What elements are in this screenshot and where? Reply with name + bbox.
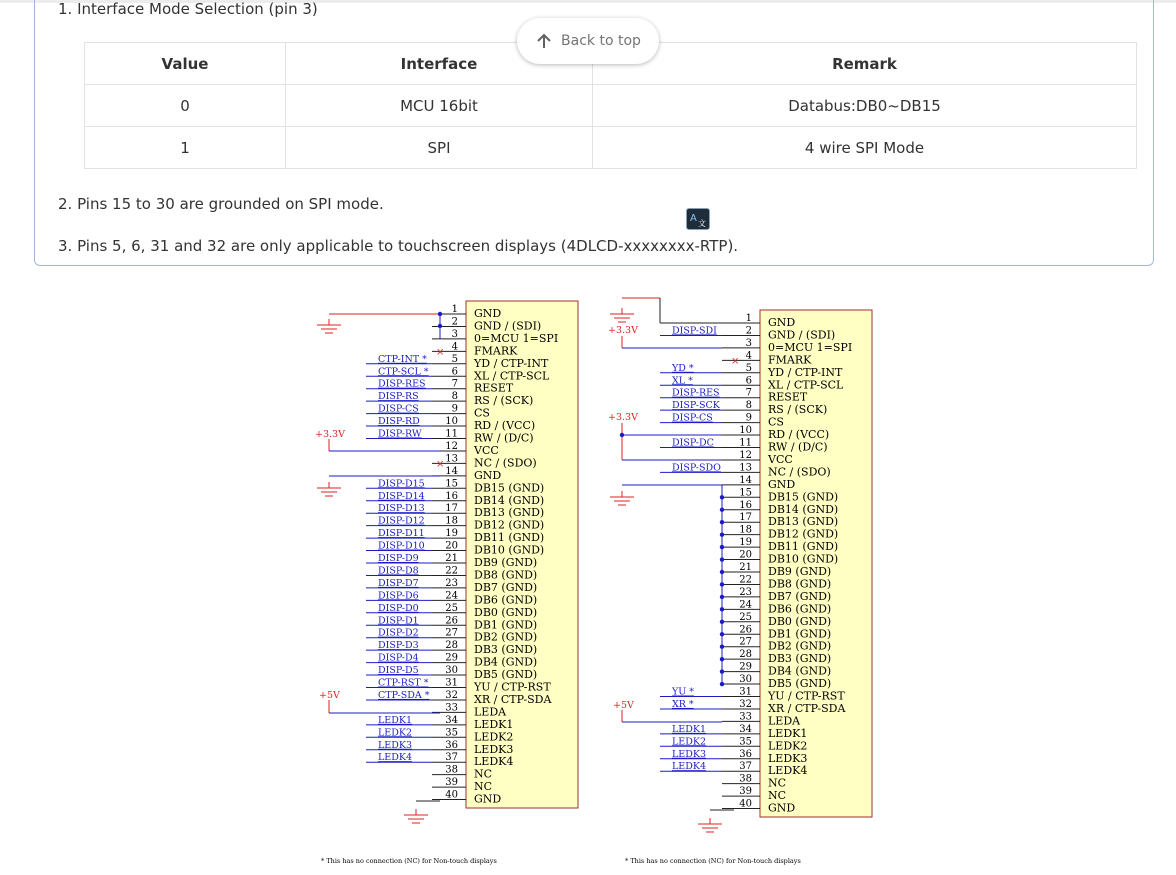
right-junction-dot: [720, 582, 724, 586]
left-net-label: DISP-RD: [378, 416, 420, 428]
right-net-label: DISP-DC: [672, 437, 714, 449]
left-nc-marker: ×: [436, 347, 445, 358]
right-net-label: YU *: [672, 686, 695, 698]
left-pin-number: 37: [445, 752, 458, 764]
left-pin-number: 25: [445, 602, 458, 614]
left-net-label: DISP-D8: [378, 565, 419, 577]
right-junction-dot: [720, 557, 724, 561]
left-pin-number: 16: [445, 490, 458, 502]
right-pin-number: 17: [739, 512, 752, 524]
left-pin-name: XL / CTP-SCL: [474, 369, 550, 383]
right-pin-name: LEDK3: [768, 751, 808, 765]
left-net-label: DISP-D9: [378, 553, 419, 564]
left-pin-number: 38: [445, 764, 458, 776]
left-pin-number: 2: [451, 316, 458, 328]
left-pin-name: LEDA: [474, 705, 507, 719]
left-pin-number: 1: [451, 304, 458, 315]
left-pin-name: DB10 (GND): [474, 543, 545, 557]
right-junction-dot: [620, 433, 624, 437]
left-pin-number: 5: [451, 353, 458, 365]
right-pin-name: DB7 (GND): [768, 589, 832, 603]
right-pin-number: 32: [739, 698, 752, 710]
left-pin-name: DB12 (GND): [474, 518, 545, 532]
left-pin-name: YU / CTP-RST: [474, 680, 551, 694]
right-junction-dot: [720, 570, 724, 574]
left-pin-name: NC / (SDO): [474, 456, 537, 470]
right-power-label: +5V: [613, 700, 634, 711]
right-pin-number: 24: [739, 599, 752, 611]
left-pin-number: 3: [451, 328, 458, 340]
right-pin-name: XL / CTP-SCL: [768, 378, 844, 392]
right-net-label: LEDK2: [672, 736, 707, 748]
left-pin-name: GND: [474, 468, 502, 482]
left-power-label: +5V: [319, 690, 340, 701]
right-junction-dot: [720, 607, 724, 611]
right-pin-name: DB3 (GND): [768, 652, 832, 666]
table-row: [85, 127, 1137, 169]
left-net-label: LEDK3: [378, 739, 413, 751]
left-pin-name: NC: [474, 780, 493, 794]
right-pin-name: DB12 (GND): [768, 527, 839, 541]
right-net-label: DISP-SDI: [672, 325, 717, 337]
right-net-label: YD *: [672, 362, 694, 374]
arrow-up-icon: [535, 32, 553, 50]
right-junction-dot: [720, 595, 724, 599]
right-pin-number: 30: [739, 674, 752, 686]
left-pin-name: FMARK: [474, 344, 518, 358]
left-pin-name: XR / CTP-SDA: [474, 692, 552, 706]
left-pin-name: DB8 (GND): [474, 568, 538, 582]
right-net-label: DISP-CS: [672, 412, 713, 424]
left-net-label: DISP-D12: [378, 515, 425, 527]
right-pin-number: 5: [745, 362, 752, 374]
right-pin-number: 39: [739, 786, 752, 798]
right-pin-name: NC / (SDO): [768, 465, 831, 479]
pinout-schematics: [0, 270, 1176, 875]
left-pin-name: LEDK2: [474, 730, 514, 744]
right-pin-number: 16: [739, 499, 752, 511]
col-header-value: Value: [85, 43, 286, 85]
left-pin-number: 11: [445, 428, 458, 440]
right-pin-name: DB0 (GND): [768, 614, 832, 628]
right-pin-number: 34: [739, 723, 752, 735]
left-pin-number: 35: [445, 727, 458, 739]
right-pin-name: DB9 (GND): [768, 565, 832, 578]
left-footnote: * This has no connection (NC) for Non-touch displays: [321, 857, 497, 865]
left-junction-dot: [438, 312, 442, 316]
left-net-label: DISP-D5: [378, 665, 419, 677]
left-pin-number: 13: [445, 453, 458, 465]
right-pin-name: YU / CTP-RST: [768, 689, 845, 703]
right-pin-number: 25: [739, 611, 752, 623]
cell-remark: Databus:DB0~DB15: [593, 85, 1137, 127]
left-pin-name: DB0 (GND): [474, 605, 538, 619]
left-pin-number: 6: [451, 366, 458, 378]
right-pin-name: RD / (VCC): [768, 428, 830, 442]
right-pin-name: CS: [768, 415, 784, 429]
right-pin-number: 9: [745, 412, 752, 424]
left-pin-name: GND: [474, 792, 502, 806]
right-pin-name: DB2 (GND): [768, 639, 832, 653]
left-pin-number: 12: [445, 440, 458, 452]
left-nc-marker: ×: [436, 459, 445, 470]
left-pin-number: 8: [451, 391, 458, 403]
right-net-label: LEDK3: [672, 748, 707, 760]
right-junction-dot: [720, 669, 724, 673]
right-pin-name: DB5 (GND): [768, 677, 832, 691]
right-junction-dot: [720, 682, 724, 686]
left-pin-name: VCC: [474, 443, 499, 457]
left-net-label: DISP-D13: [378, 503, 425, 515]
left-pin-number: 27: [445, 627, 458, 639]
left-net-label: DISP-RS: [378, 391, 419, 403]
right-pin-number: 19: [739, 537, 752, 549]
left-pin-name: NC: [474, 767, 493, 781]
left-net-label: DISP-D2: [378, 627, 419, 639]
right-pin-name: RESET: [768, 390, 808, 404]
left-net-label: DISP-D14: [378, 490, 425, 502]
left-pin-number: 29: [445, 652, 458, 664]
svg-text:文: 文: [698, 219, 706, 228]
left-pin-number: 33: [445, 702, 458, 714]
right-pin-number: 20: [739, 549, 752, 561]
left-pin-number: 19: [445, 528, 458, 540]
translate-icon[interactable]: [686, 208, 710, 230]
right-pin-number: 18: [739, 524, 752, 536]
right-pin-name: DB4 (GND): [768, 664, 832, 678]
back-to-top-label: Back to top: [561, 33, 641, 49]
right-pin-name: 0=MCU 1=SPI: [768, 340, 853, 354]
right-pin-number: 14: [739, 474, 752, 486]
right-pin-number: 31: [739, 686, 752, 698]
right-pin-number: 38: [739, 773, 752, 785]
left-pin-number: 30: [445, 665, 458, 677]
right-pin-name: DB10 (GND): [768, 552, 839, 566]
right-pin-name: YD / CTP-INT: [768, 365, 843, 379]
right-pin-number: 8: [745, 400, 752, 412]
left-pin-number: 10: [445, 416, 458, 428]
right-net-label: LEDK4: [672, 761, 707, 773]
right-pin-number: 4: [745, 350, 752, 362]
right-net-label: XR *: [672, 698, 694, 710]
left-net-label: LEDK4: [378, 752, 413, 764]
right-pin-name: GND: [768, 477, 796, 491]
left-pin-number: 21: [445, 553, 458, 564]
left-net-label: CTP-RST *: [378, 677, 429, 689]
left-pin-name: DB6 (GND): [474, 593, 538, 607]
left-net-label: DISP-D10: [378, 540, 425, 552]
left-pin-name: GND / (SDI): [474, 319, 542, 333]
left-net-label: CTP-SCL *: [378, 366, 429, 378]
right-pin-number: 29: [739, 661, 752, 673]
left-pin-name: YD / CTP-INT: [474, 356, 549, 370]
right-pin-name: DB14 (GND): [768, 502, 839, 516]
right-junction-dot: [720, 657, 724, 661]
left-pin-name: LEDK1: [474, 717, 514, 731]
left-pin-name: LEDK3: [474, 742, 514, 756]
left-pin-name: DB15 (GND): [474, 481, 545, 495]
note-item-1: 1. Interface Mode Selection (pin 3): [58, 0, 318, 18]
left-net-label: LEDK1: [378, 714, 413, 726]
left-net-label: DISP-D1: [378, 615, 419, 627]
right-pin-name: GND: [768, 316, 796, 329]
right-pin-name: GND / (SDI): [768, 328, 836, 342]
left-pin-number: 39: [445, 777, 458, 789]
note-item-3: 3. Pins 5, 6, 31 and 32 are only applicable to touchscreen displays (4DLCD-xxxxxxxx-RTP).: [58, 237, 739, 255]
right-pin-number: 12: [739, 449, 752, 461]
left-pin-number: 7: [451, 378, 458, 390]
right-junction-dot: [720, 495, 724, 499]
right-pin-number: 15: [739, 487, 752, 499]
left-pin-number: 9: [451, 403, 458, 415]
right-pin-name: NC: [768, 776, 787, 790]
right-junction-dot: [720, 632, 724, 636]
right-pin-number: 23: [739, 586, 752, 598]
right-junction-dot: [720, 508, 724, 512]
left-pin-number: 36: [445, 739, 458, 751]
right-net-label: LEDK1: [672, 723, 707, 735]
left-pin-name: RW / (D/C): [474, 431, 534, 445]
left-pin-number: 32: [445, 689, 458, 701]
right-net-label: DISP-RES: [672, 387, 720, 399]
right-net-label: DISP-SCK: [672, 400, 720, 412]
right-pin-name: LEDK1: [768, 726, 808, 740]
right-junction-dot: [720, 545, 724, 549]
left-pin-name: CS: [474, 406, 490, 420]
left-net-label: DISP-D4: [378, 652, 419, 664]
right-power-label: +3.3V: [608, 325, 638, 336]
left-net-label: DISP-D0: [378, 602, 419, 614]
right-pin-number: 26: [739, 624, 752, 636]
left-pin-name: DB5 (GND): [474, 668, 538, 682]
left-pin-number: 24: [445, 590, 458, 602]
left-net-label: DISP-D11: [378, 528, 425, 540]
left-pin-number: 14: [445, 465, 458, 477]
right-pin-number: 11: [739, 437, 752, 449]
left-net-label: CTP-SDA *: [378, 689, 430, 701]
right-pin-number: 36: [739, 748, 752, 760]
left-junction-dot: [438, 324, 442, 328]
right-pin-name: GND: [768, 801, 796, 815]
left-pin-name: DB3 (GND): [474, 643, 538, 657]
table-row: [85, 85, 1137, 127]
right-pin-name: NC: [768, 789, 787, 803]
cell-interface: MCU 16bit: [286, 85, 593, 127]
right-junction-dot: [720, 532, 724, 536]
right-pin-number: 22: [739, 574, 752, 586]
right-pin-name: RW / (D/C): [768, 440, 828, 454]
left-pin-name: DB9 (GND): [474, 556, 538, 569]
right-net-label: DISP-SDO: [672, 462, 721, 474]
col-header-interface: Interface: [286, 43, 593, 85]
left-pin-name: GND: [474, 307, 502, 320]
right-pin-number: 6: [745, 375, 752, 387]
right-pin-name: DB6 (GND): [768, 602, 832, 616]
left-net-label: DISP-RW: [378, 428, 422, 440]
right-junction-dot: [720, 620, 724, 624]
right-pin-number: 37: [739, 761, 752, 773]
left-pin-number: 40: [445, 789, 458, 801]
left-net-label: DISP-CS: [378, 403, 419, 415]
cell-interface: SPI: [286, 127, 593, 169]
left-pin-number: 17: [445, 503, 458, 515]
right-pin-name: RS / (SCK): [768, 403, 828, 417]
left-net-label: CTP-INT *: [378, 353, 427, 365]
right-pin-number: 33: [739, 711, 752, 723]
left-pin-name: RD / (VCC): [474, 419, 536, 433]
right-pin-number: 2: [745, 325, 752, 337]
left-pin-name: DB14 (GND): [474, 493, 545, 507]
right-pin-name: LEDK2: [768, 739, 808, 753]
right-pin-name: LEDK4: [768, 764, 808, 778]
right-pin-number: 35: [739, 736, 752, 748]
left-pin-name: DB7 (GND): [474, 580, 538, 594]
right-pin-number: 40: [739, 798, 752, 810]
left-net-label: DISP-D3: [378, 640, 419, 652]
left-pin-number: 22: [445, 565, 458, 577]
right-pin-number: 7: [745, 387, 752, 399]
left-net-label: DISP-RES: [378, 378, 426, 390]
left-net-label: DISP-D7: [378, 577, 419, 589]
left-pin-name: RS / (SCK): [474, 394, 534, 408]
right-net-label: XL *: [672, 375, 693, 387]
left-pin-name: DB13 (GND): [474, 506, 545, 520]
left-pin-number: 4: [451, 341, 458, 353]
left-pin-number: 18: [445, 515, 458, 527]
right-pin-name: LEDA: [768, 714, 801, 728]
right-pin-number: 28: [739, 649, 752, 661]
cell-remark: 4 wire SPI Mode: [593, 127, 1137, 169]
note-item-2: 2. Pins 15 to 30 are grounded on SPI mode.: [58, 195, 384, 213]
left-pin-name: DB11 (GND): [474, 531, 545, 545]
left-pin-number: 23: [445, 577, 458, 589]
left-net-label: LEDK2: [378, 727, 413, 739]
svg-text:A: A: [690, 213, 697, 224]
col-header-remark: Remark: [593, 43, 1137, 85]
right-pin-number: 21: [739, 562, 752, 573]
back-to-top-button[interactable]: [517, 18, 659, 64]
right-pin-name: FMARK: [768, 353, 812, 367]
left-net-label: DISP-D15: [378, 478, 425, 490]
right-junction-dot: [720, 520, 724, 524]
right-footnote: * This has no connection (NC) for Non-touch displays: [625, 857, 801, 865]
right-pin-name: DB1 (GND): [768, 627, 832, 641]
left-pin-name: LEDK4: [474, 755, 514, 769]
left-pin-name: DB4 (GND): [474, 655, 538, 669]
left-pin-number: 31: [445, 677, 458, 689]
left-pin-name: 0=MCU 1=SPI: [474, 331, 559, 345]
left-pin-name: RESET: [474, 381, 514, 395]
right-pin-number: 3: [745, 337, 752, 349]
left-pin-name: DB2 (GND): [474, 630, 538, 644]
right-power-label: +3.3V: [608, 412, 638, 423]
right-pin-name: DB8 (GND): [768, 577, 832, 591]
right-pin-name: XR / CTP-SDA: [768, 701, 846, 715]
right-pin-number: 10: [739, 425, 752, 437]
left-pin-number: 15: [445, 478, 458, 490]
right-pin-name: VCC: [768, 452, 793, 466]
left-power-label: +3.3V: [315, 429, 345, 440]
cell-value: 0: [85, 85, 286, 127]
right-pin-name: DB13 (GND): [768, 515, 839, 529]
right-pin-name: DB11 (GND): [768, 540, 839, 554]
right-junction-dot: [720, 645, 724, 649]
cell-value: 1: [85, 127, 286, 169]
right-pin-name: DB15 (GND): [768, 490, 839, 504]
right-nc-marker: ×: [731, 356, 740, 367]
right-pin-number: 27: [739, 636, 752, 648]
right-pin-number: 13: [739, 462, 752, 474]
left-pin-number: 28: [445, 640, 458, 652]
left-pin-name: DB1 (GND): [474, 618, 538, 632]
left-pin-number: 26: [445, 615, 458, 627]
left-pin-number: 34: [445, 714, 458, 726]
right-pin-number: 1: [745, 313, 752, 324]
left-net-label: DISP-D6: [378, 590, 419, 602]
left-pin-number: 20: [445, 540, 458, 552]
